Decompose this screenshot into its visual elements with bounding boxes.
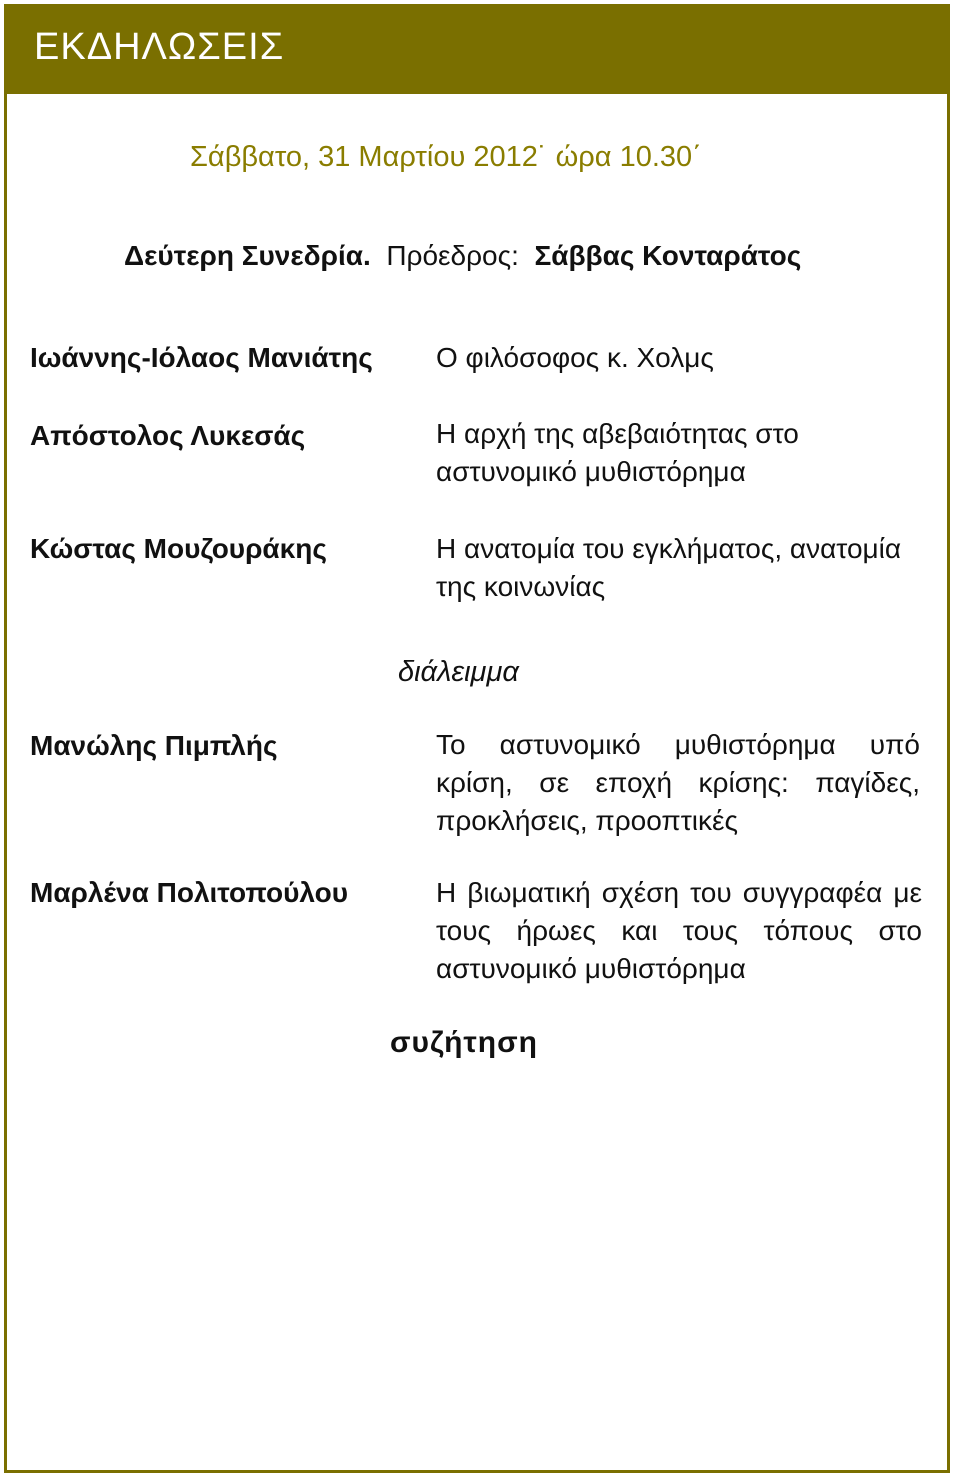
session-label: Δεύτερη Συνεδρία.	[124, 240, 371, 271]
discussion-label: συζήτηση	[390, 1026, 538, 1059]
chair-label: Πρόεδρος:	[386, 240, 519, 271]
chair-name: Σάββας Κονταράτος	[534, 240, 802, 271]
session-line	[124, 240, 801, 272]
speaker-name: Κώστας Μουζουράκης	[30, 533, 327, 564]
talk-topic: Η ανατομία του εγκλήματος, ανατομία της κοινωνίας	[436, 533, 902, 602]
speaker-name: Μανώλης Πιμπλής	[30, 730, 278, 761]
talk-topic: Ο φιλόσοφος κ. Χολμς	[436, 342, 714, 373]
speaker-name: Ιωάννης-Ιόλαος Μανιάτης	[30, 342, 373, 373]
talk-topic: Η αρχή της αβεβαιότητας στο αστυνομικό μυθιστόρημα	[436, 418, 799, 487]
talk-topic: Η βιωματική σχέση του συγγραφέα με τους ήρωες και τους τόπους στο αστυνομικό μυθιστόρημα	[436, 877, 922, 984]
speaker-name: Απόστολος Λυκεσάς	[30, 420, 306, 451]
talk-topic: Το αστυνομικό μυθιστόρημα υπό κρίση, σε εποχή κρίσης: παγίδες, προκλήσεις, προοπτικές	[436, 729, 920, 836]
break-label: διάλειμμα	[398, 656, 519, 688]
speaker-name: Μαρλένα Πολιτοπούλου	[30, 877, 349, 908]
event-date: Σάββατο, 31 Μαρτίου 2012˙ ώρα 10.30΄	[190, 141, 702, 173]
page-title: ΕΚΔΗΛΩΣΕΙΣ	[34, 26, 285, 68]
